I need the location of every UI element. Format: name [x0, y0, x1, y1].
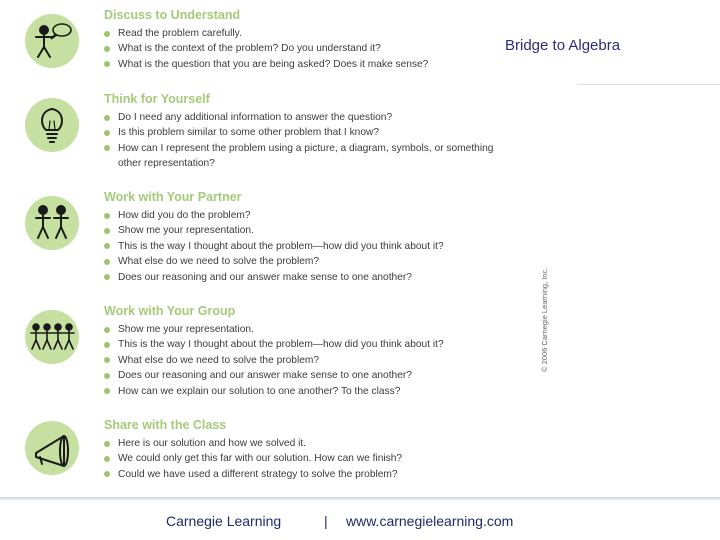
list-item: What is the question that you are being asked? Does it make sense? [104, 57, 428, 72]
talking-person-icon [24, 13, 80, 69]
footer-divider [0, 497, 720, 500]
list-item: This is the way I thought about the problem—how did you think about it? [104, 337, 444, 352]
list-item: This is the way I thought about the problem—how did you think about it? [104, 239, 444, 254]
footer-company: Carnegie Learning [166, 513, 282, 529]
list-item: Show me your representation. [104, 223, 444, 238]
footer-url-link[interactable]: www.carnegielearning.com [346, 513, 514, 529]
section-think-for-yourself [0, 92, 540, 176]
title-divider [577, 84, 720, 85]
list-item: Does our reasoning and our answer make sense to one another? [104, 368, 444, 383]
section-heading: Work with Your Partner [104, 190, 242, 204]
section-work-with-your-group [0, 304, 540, 404]
megaphone-icon [24, 420, 80, 476]
bullet-list [104, 110, 493, 172]
list-item-continuation [104, 156, 493, 171]
list-item: What else do we need to solve the problem? [104, 254, 444, 269]
list-item: Show me your representation. [104, 322, 444, 337]
list-item: We could only get this far with our solution. How can we finish? [104, 451, 402, 466]
list-item: How can I represent the problem using a picture, a diagram, symbols, or something [104, 141, 493, 156]
bullet-list [104, 208, 444, 285]
section-discuss-to-understand [0, 8, 540, 78]
group-of-people-icon [24, 309, 80, 365]
section-heading: Work with Your Group [104, 304, 236, 318]
list-item: How can we explain our solution to one another? To the class? [104, 384, 444, 399]
list-item: Is this problem similar to some other problem that I know? [104, 125, 493, 140]
bullet-list [104, 322, 444, 399]
list-item: What else do we need to solve the problem? [104, 353, 444, 368]
bullet-list [104, 436, 402, 482]
list-item: Could we have used a different strategy to solve the problem? [104, 467, 402, 482]
section-heading: Discuss to Understand [104, 8, 241, 22]
section-heading: Think for Yourself [104, 92, 210, 106]
footer-separator: | [324, 513, 328, 529]
list-item: What is the context of the problem? Do you understand it? [104, 41, 428, 56]
list-item: Does our reasoning and our answer make sense to one another? [104, 270, 444, 285]
list-item: How did you do the problem? [104, 208, 444, 223]
list-item: Here is our solution and how we solved it. [104, 436, 402, 451]
bullet-list [104, 26, 428, 72]
section-share-with-the-class [0, 418, 540, 488]
document-title: Bridge to Algebra [505, 37, 621, 54]
section-heading: Share with the Class [104, 418, 227, 432]
list-item: Read the problem carefully. [104, 26, 428, 41]
two-people-icon [24, 195, 80, 251]
light-bulb-icon [24, 97, 80, 153]
section-work-with-your-partner [0, 190, 540, 290]
copyright-notice: © 2006 Carnegie Learning, Inc. [540, 267, 549, 372]
continuation-text: other representation? [118, 158, 215, 170]
list-item: Do I need any additional information to answer the question? [104, 110, 493, 125]
